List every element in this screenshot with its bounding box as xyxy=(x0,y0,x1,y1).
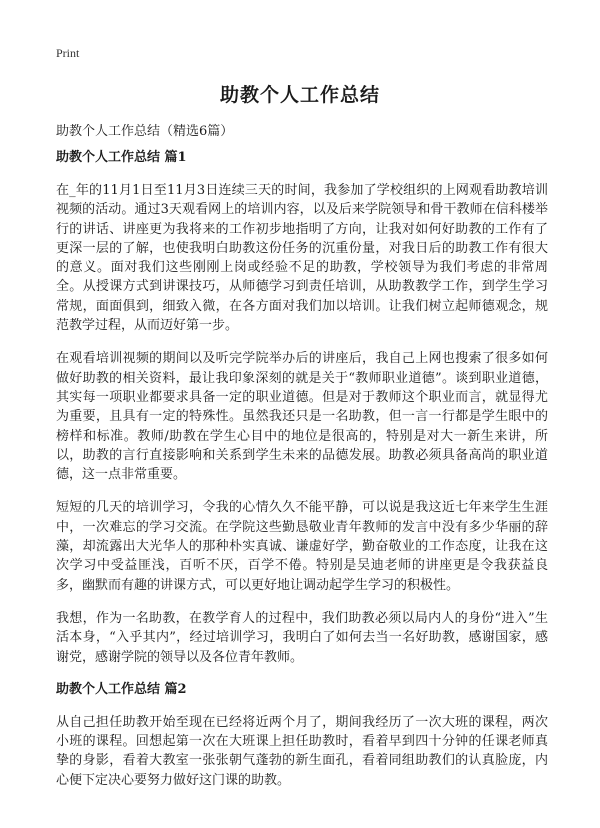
document-title: 助教个人工作总结 xyxy=(219,84,380,106)
paragraph: 在_年的11月1日至11月3日连续三天的时间，我参加了学校组织的上网观看助教培训视频的活动。通过3天观看网上的培训内容，以及后来学院领导和骨干教师在信科楼举行的讲话、讲座更为我将来的工作初步地指明了方向，让我对如何好助教的工作有了更深一层的了解，也使我明白助教这份任务的沉重份量，对我日后的助教工作有很大的意义。面对我们这些刚刚上岗或经验不足的助教，学校领导为我们考虑的非常周全。从授课方式到讲课技巧，从师德学习到责任培训，从助教教学工作，到学生学习常规，面面俱到，细致入微，在各方面对我们加以培训。让我们树立起师德观念，规范教学过程，从而迈好第一步。 xyxy=(56,183,548,334)
paragraph: 从自己担任助教开始至现在已经将近两个月了，期间我经历了一次大班的课程，两次小班的课程。回想起第一次在大班课上担任助教时，看着早到四十分钟的任课老师真挚的身影，看着大教室一张张朝气蓬勃的新生面孔，看着同组助教们的认真脸庞，内心便下定决心要努力做好这门课的助教。 xyxy=(56,714,548,788)
paragraph: 我想，作为一名助教，在教学育人的过程中，我们助教必须以局内人的身份“进入”生活本身，“入乎其内”，经过培训学习，我明白了如何去当一名好助教，感谢国家，感谢党，感谢学院的领导以及各位青年教师。 xyxy=(56,610,548,665)
paragraph: 在观看培训视频的期间以及听完学院举办后的讲座后，我自己上网也搜索了很多如何做好助教的相关资料，最让我印象深刻的就是关于“教师职业道德”。谈到职业道德，其实每一项职业都要求具备一定的职业道德。但是对于教师这个职业而言，就显得尤为重要，且具有一定的特殊性。虽然我还只是一名助教，但一言一行都是学生眼中的榜样和标准。教师/助教在学生心目中的地位是很高的，特别是对大一新生来讲，所以，助教的言行直接影响和关系到学生未来的品德发展。助教必须具备高尚的职业道德，这一点非常重要。 xyxy=(56,351,548,483)
print-link[interactable]: Print xyxy=(56,46,80,60)
document-content xyxy=(56,149,548,804)
document-subtitle: 助教个人工作总结（精选6篇） xyxy=(56,124,234,139)
section-heading-1: 助教个人工作总结 篇1 xyxy=(56,150,187,165)
section-heading-2: 助教个人工作总结 篇2 xyxy=(56,681,187,697)
paragraph: 短短的几天的培训学习，令我的心情久久不能平静，可以说是我这近七年来学生生涯中，一次难忘的学习交流。在学院这些勤恳敬业青年教师的发言中没有多少华丽的辞藻，却流露出大光华人的那种朴实真诚、谦虚好学，勤奋敬业的工作态度，让我在这次学习中受益匪浅，百听不厌，百学不倦。特别是吴迪老师的讲座更是令我获益良多，幽默而有趣的讲课方式，可以更好地让调动起学生学习的积极性。 xyxy=(56,500,548,593)
